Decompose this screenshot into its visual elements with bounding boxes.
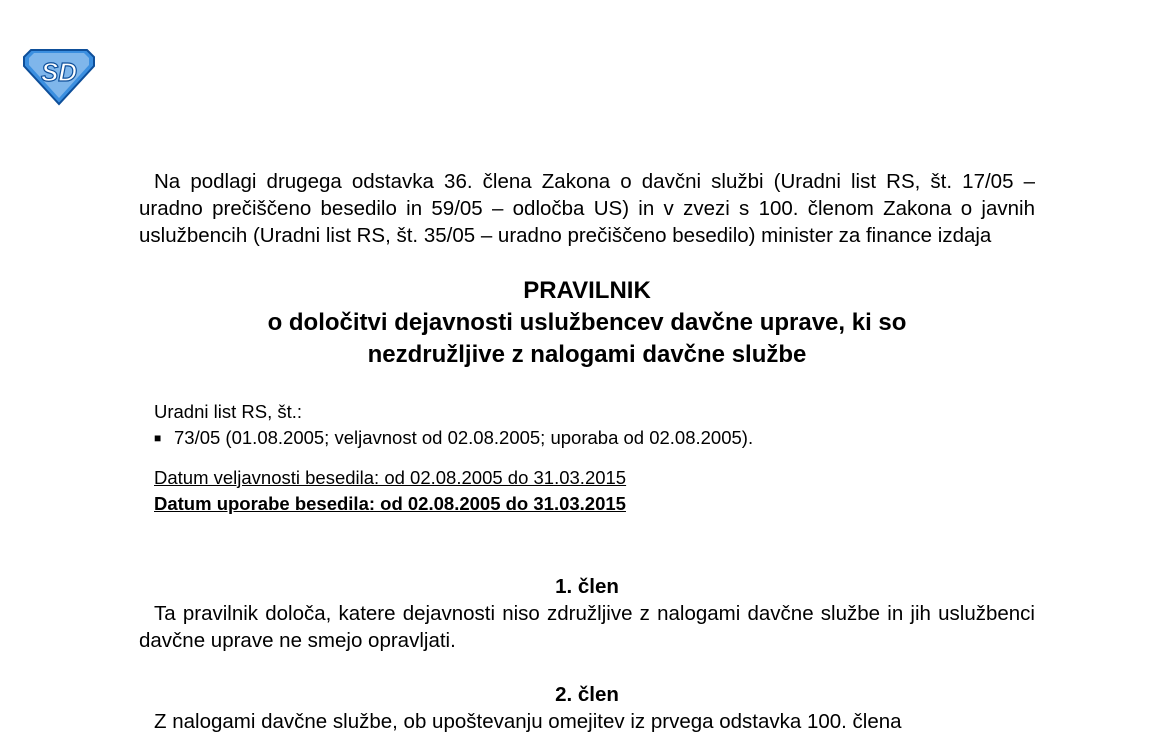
article-2-text: Z nalogami davčne službe, ob upoštevanju omejitev iz prvega odstavka 100. člena: [154, 710, 902, 733]
gazette-list: [154, 425, 1035, 451]
validity-info: [154, 465, 1035, 517]
gazette-item-text: 73/05 (01.08.2005; veljavnost od 02.08.2005; uporaba od 02.08.2005).: [174, 427, 754, 448]
gazette-label: Uradni list RS, št.:: [154, 401, 303, 422]
logo-text: SD: [40, 57, 78, 87]
gazette-info: [154, 399, 1035, 451]
document-subtitle-line-2: nezdružljive z nalogami davčne službe: [367, 341, 807, 368]
gazette-list-item: [154, 425, 1035, 451]
sd-logo: [22, 48, 96, 106]
document-title: PRAVILNIK: [523, 277, 651, 304]
article-1-heading: 1. člen: [555, 575, 619, 598]
square-bullet-icon: ■: [154, 431, 162, 445]
article-2-heading: 2. člen: [555, 683, 619, 706]
validity-date[interactable]: Datum veljavnosti besedila: od 02.08.2005 do 31.03.2015: [154, 467, 627, 488]
usage-date[interactable]: Datum uporabe besedila: od 02.08.2005 do 31.03.2015: [154, 493, 626, 514]
document-subtitle-line-1: o določitvi dejavnosti uslužbencev davčne uprave, ki so: [267, 309, 907, 336]
intro-paragraph: Na podlagi drugega odstavka 36. člena Zakona o davčni službi (Uradni list RS, št. 17/05 – uradno prečiščeno besedilo in 59/05 – odločba US) in v zvezi s 100. členom Zakona o javnih uslužbencih (Uradni list RS, št. 35/05 – uradno prečiščeno besedilo) minister za finance izdaja: [139, 170, 1035, 247]
article-1-text: Ta pravilnik določa, katere dejavnosti niso združljive z nalogami davčne službe in jih uslužbenci davčne uprave ne smejo opravljati.: [139, 602, 1035, 652]
document-body: [139, 168, 1035, 735]
